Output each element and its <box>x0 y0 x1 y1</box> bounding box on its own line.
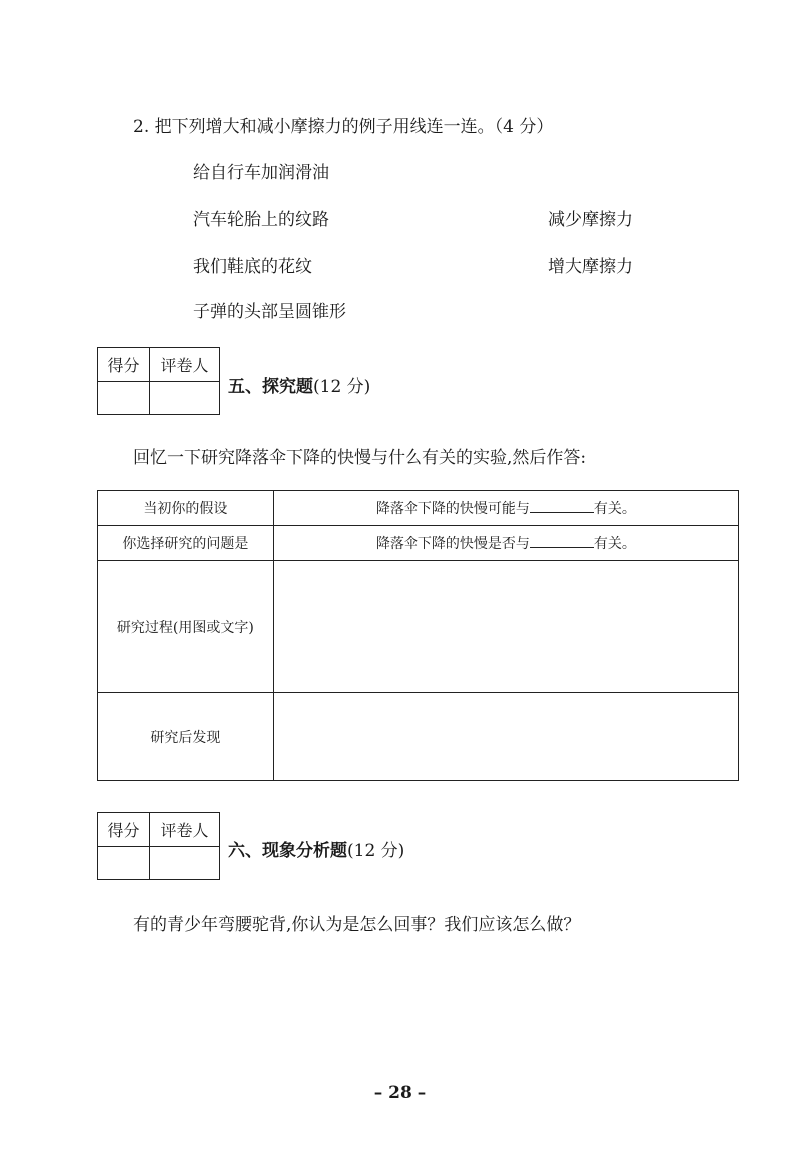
score-label: 得分 <box>98 813 150 847</box>
table-row <box>98 526 739 561</box>
left-item-2: 汽车轮胎上的纹路 <box>193 210 329 230</box>
row-label: 当初你的假设 <box>98 491 274 526</box>
row-label: 研究后发现 <box>98 693 274 781</box>
section-5-intro: 回忆一下研究降落伞下降的快慢与什么有关的实验,然后作答: <box>133 448 587 468</box>
score-box-section-6 <box>97 812 220 880</box>
grader-field[interactable] <box>150 382 219 414</box>
fill-blank[interactable] <box>530 533 594 548</box>
answer-area[interactable] <box>273 561 738 693</box>
row-prefix: 降落伞下降的快慢可能与 <box>375 501 530 517</box>
row-prefix: 降落伞下降的快慢是否与 <box>375 536 530 552</box>
section-6-title: 六、现象分析题 <box>228 841 347 861</box>
grader-field[interactable] <box>150 847 219 879</box>
table-row <box>98 561 739 693</box>
page-number: – 28 – <box>373 1083 427 1103</box>
row-label: 研究过程(用图或文字) <box>98 561 274 693</box>
right-item-1: 减少摩擦力 <box>548 210 633 230</box>
row-content[interactable] <box>273 526 738 561</box>
section-6-points: (12 分) <box>347 841 405 861</box>
grader-label: 评卷人 <box>150 813 219 847</box>
score-field[interactable] <box>98 847 150 879</box>
right-item-2: 增大摩擦力 <box>548 257 633 277</box>
score-label: 得分 <box>98 348 150 382</box>
section-6-heading <box>228 836 404 861</box>
left-item-3: 我们鞋底的花纹 <box>193 257 312 277</box>
question-2-prompt: 2. 把下列增大和减小摩擦力的例子用线连一连。（4 分） <box>133 117 554 137</box>
table-row <box>98 491 739 526</box>
section-6-question: 有的青少年弯腰驼背,你认为是怎么回事？我们应该怎么做？ <box>133 915 581 935</box>
row-label: 你选择研究的问题是 <box>98 526 274 561</box>
row-suffix: 有关。 <box>593 501 636 517</box>
inquiry-table <box>97 490 739 781</box>
row-suffix: 有关。 <box>593 536 636 552</box>
row-content[interactable] <box>273 491 738 526</box>
score-box-section-5 <box>97 347 220 415</box>
left-item-1: 给自行车加润滑油 <box>193 163 329 183</box>
table-row <box>98 693 739 781</box>
section-5-title: 五、探究题 <box>228 377 313 397</box>
grader-label: 评卷人 <box>150 348 219 382</box>
score-field[interactable] <box>98 382 150 414</box>
left-item-4: 子弹的头部呈圆锥形 <box>193 302 346 322</box>
answer-area[interactable] <box>273 693 738 781</box>
section-5-points: (12 分) <box>313 377 371 397</box>
fill-blank[interactable] <box>530 498 594 513</box>
section-5-heading <box>228 372 370 397</box>
